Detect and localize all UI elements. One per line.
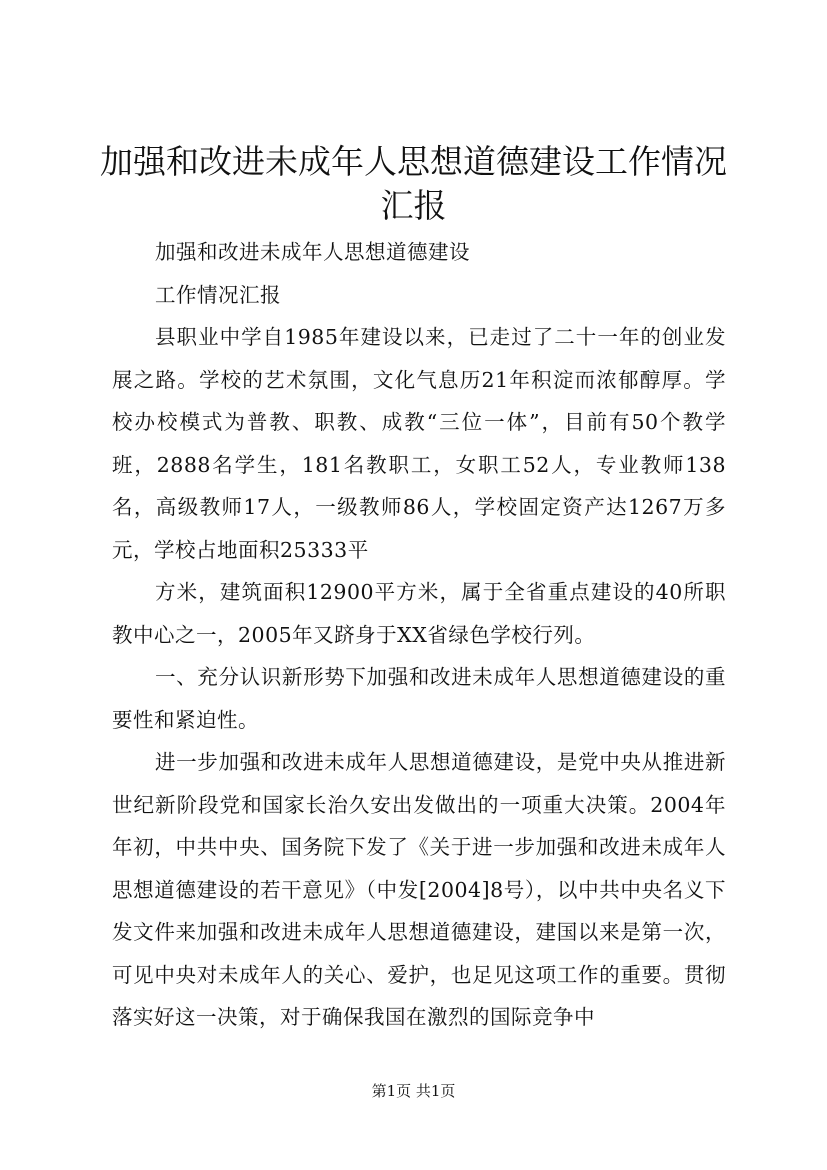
paragraph-school-intro: 县职业中学自1985年建设以来，已走过了二十一年的创业发展之路。学校的艺术氛围，文化气息历21年积淀而浓郁醇厚。学校办校模式为普教、职教、成教“三位一体”，目前有50个教学班，2888名学生，181名教职工，女职工52人，专业教师138名，高级教师17人，一级教师86人，学校固定资产达1267万多元，学校占地面积25333平 — [112, 325, 726, 562]
paragraph-section-heading: 一、充分认识新形势下加强和改进未成年人思想道德建设的重要性和紧迫性。 — [112, 665, 726, 732]
paragraph-school-intro-cont: 方米，建筑面积12900平方米，属于全省重点建设的40所职教中心之一，2005年又跻身于XX省绿色学校行列。 — [112, 580, 726, 647]
paragraph-subtitle-2: 工作情况汇报 — [155, 282, 281, 307]
paragraph-policy: 进一步加强和改进未成年人思想道德建设，是党中央从推进新世纪新阶段党和国家长治久安出发做出的一项重大决策。2004年年初，中共中央、国务院下发了《关于进一步加强和改进未成年人思想道德建设的若干意见》（中发[2004]8号），以中共中央名义下发文件来加强和改进未成年人思想道德建设，建国以来是第一次，可见中央对未成年人的关心、爱护，也足见这项工作的重要。贯彻落实好这一决策，对于确保我国在激烈的国际竞争中 — [112, 750, 726, 1029]
paragraph-subtitle-1: 加强和改进未成年人思想道德建设 — [155, 240, 470, 264]
page-footer: 第1页 共1页 — [371, 1082, 456, 1100]
document-body — [112, 231, 726, 1039]
document-title: 加强和改进未成年人思想道德建设工作情况汇报 — [100, 142, 727, 225]
